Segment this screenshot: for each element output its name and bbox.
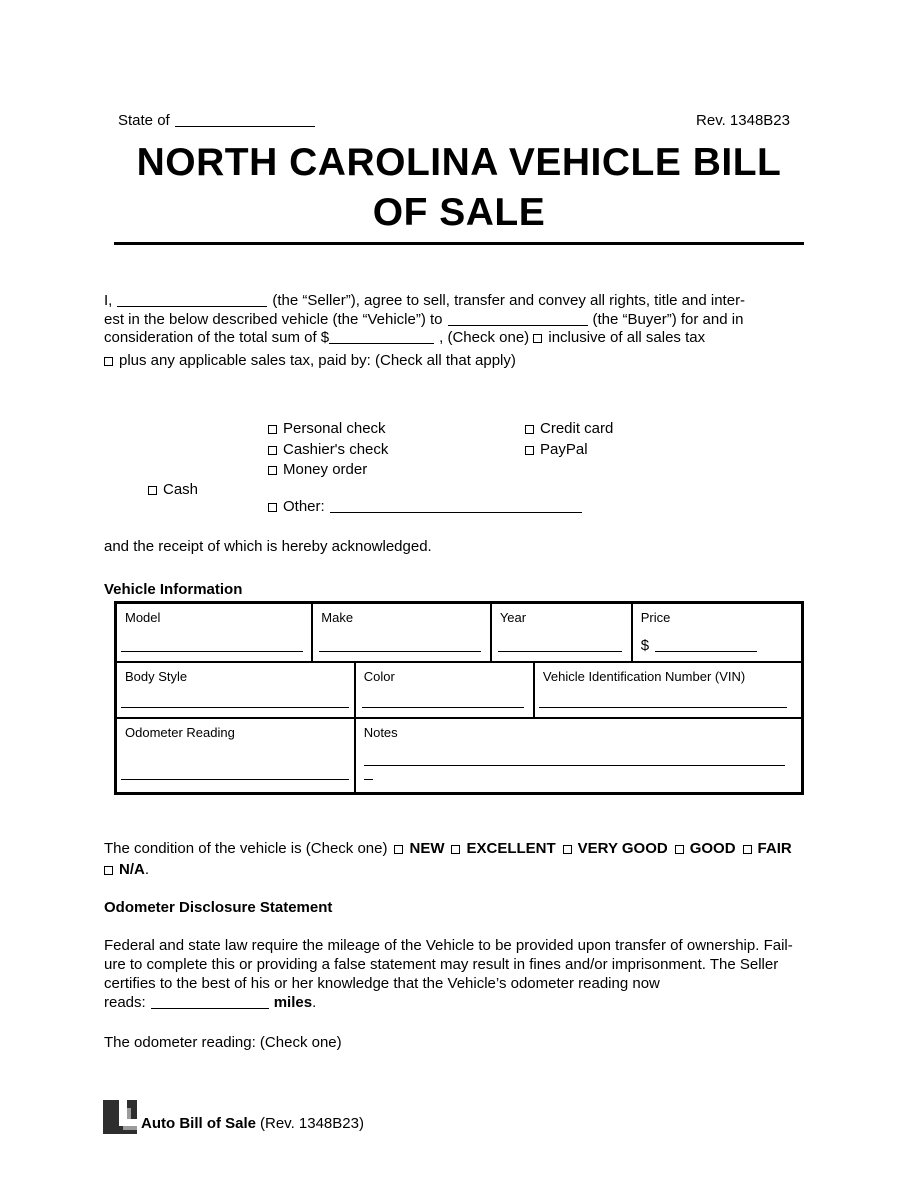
footer-brand-name: Auto Bill of Sale — [141, 1115, 257, 1132]
revision-label: Rev. 1348B23 — [696, 112, 790, 129]
condition-period: . — [144, 861, 150, 878]
intro-l1-post: (the “Seller”), agree to sell, transfer and convey all rights, title and inter- — [272, 292, 746, 309]
price-cell — [633, 604, 801, 661]
payment-option-cash — [148, 481, 198, 498]
notes-label: Notes — [363, 725, 398, 740]
checkbox-condition-very-good[interactable] — [563, 845, 572, 854]
footer-text — [141, 1115, 364, 1132]
checkbox-condition-excellent[interactable] — [451, 845, 460, 854]
intro-paragraph — [104, 292, 828, 371]
checkbox-personal-check[interactable] — [268, 425, 277, 434]
make-cell — [313, 604, 492, 661]
checkbox-condition-good[interactable] — [675, 845, 684, 854]
checkbox-condition-new[interactable] — [394, 845, 403, 854]
intro-line-4 — [104, 352, 828, 371]
make-blank[interactable] — [319, 651, 481, 652]
odometer-line-3: certifies to the best of his or her knowledge that the Vehicle’s odometer reading now — [104, 975, 660, 992]
price-blank[interactable] — [655, 651, 757, 652]
vin-cell — [535, 663, 801, 717]
vehicle-information-table — [114, 601, 804, 795]
body-style-cell — [117, 663, 356, 717]
plus-sales-tax-label: plus any applicable sales tax, paid by: (Check all that apply) — [119, 352, 516, 370]
other-payment-blank[interactable] — [330, 500, 582, 513]
condition-new-label: NEW — [409, 840, 445, 857]
total-sum-blank[interactable] — [329, 331, 434, 344]
footer-revision: (Rev. 1348B23) — [260, 1115, 364, 1132]
title-divider — [114, 242, 804, 245]
payment-option-credit-card — [525, 420, 613, 437]
condition-good-label: GOOD — [689, 840, 736, 857]
checkbox-other[interactable] — [268, 503, 277, 512]
odometer-blank[interactable] — [121, 779, 349, 780]
other-label: Other: — [283, 498, 325, 515]
legal-templates-logo-icon — [103, 1100, 137, 1134]
checkbox-money-order[interactable] — [268, 466, 277, 475]
year-blank[interactable] — [498, 651, 622, 652]
checkbox-condition-na[interactable] — [104, 866, 113, 875]
payment-methods-section — [104, 413, 814, 523]
year-cell — [492, 604, 633, 661]
intro-line-2 — [104, 311, 828, 330]
page-title — [114, 138, 804, 238]
checkbox-inclusive-sales-tax[interactable] — [533, 334, 542, 343]
model-blank[interactable] — [121, 651, 303, 652]
odometer-disclosure-heading: Odometer Disclosure Statement — [104, 899, 333, 916]
vin-blank[interactable] — [539, 707, 787, 708]
odometer-disclosure-paragraph — [104, 936, 828, 1012]
payment-option-personal-check — [268, 420, 386, 437]
miles-label: miles — [273, 994, 313, 1011]
price-label: Price — [640, 610, 671, 625]
vin-label: Vehicle Identification Number (VIN) — [542, 669, 746, 684]
year-label: Year — [499, 610, 527, 625]
price-dollar-sign: $ — [640, 637, 650, 654]
color-label: Color — [363, 669, 395, 684]
credit-card-label: Credit card — [540, 420, 614, 437]
intro-l1-pre: I, — [104, 292, 113, 309]
payment-option-other — [268, 498, 587, 515]
buyer-name-blank[interactable] — [448, 313, 588, 326]
body-style-blank[interactable] — [121, 707, 349, 708]
odometer-line-2: ure to complete this or providing a false statement may result in fines and/or imprisonment. The Seller — [104, 956, 779, 973]
paypal-label: PayPal — [540, 441, 588, 458]
condition-excellent-label: EXCELLENT — [466, 840, 556, 857]
seller-name-blank[interactable] — [117, 294, 267, 307]
table-row-2 — [117, 661, 801, 717]
checkbox-cashiers-check[interactable] — [268, 446, 277, 455]
checkbox-cash[interactable] — [148, 486, 157, 495]
condition-section — [104, 838, 828, 880]
odometer-reading-cell — [117, 719, 356, 792]
condition-fair-label: FAIR — [757, 840, 792, 857]
model-label: Model — [125, 610, 161, 625]
odometer-miles-blank[interactable] — [151, 996, 269, 1009]
intro-line-3 — [104, 329, 828, 348]
condition-very-good-label: VERY GOOD — [577, 840, 668, 857]
condition-line-2 — [104, 859, 828, 880]
make-label: Make — [321, 610, 354, 625]
body-style-label: Body Style — [125, 669, 188, 684]
page-title-line1: NORTH CAROLINA VEHICLE BILL — [136, 141, 782, 184]
inclusive-sales-tax-label: inclusive of all sales tax — [548, 329, 706, 347]
table-row-1 — [117, 604, 801, 661]
condition-line-1 — [104, 838, 828, 859]
payment-option-money-order — [268, 461, 367, 478]
cashiers-check-label: Cashier's check — [283, 441, 389, 458]
intro-l3-mid: , (Check one) — [439, 329, 534, 347]
reads-label: reads: — [104, 994, 146, 1011]
color-cell — [356, 663, 535, 717]
notes-cell — [356, 719, 801, 792]
miles-period: . — [312, 994, 317, 1011]
cash-label: Cash — [163, 481, 199, 498]
personal-check-label: Personal check — [283, 420, 386, 437]
odometer-reading-check-line: The odometer reading: (Check one) — [104, 1034, 342, 1051]
page-title-line2: OF SALE — [372, 191, 546, 234]
odometer-line-4 — [104, 993, 828, 1012]
checkbox-paypal[interactable] — [525, 446, 534, 455]
checkbox-condition-fair[interactable] — [743, 845, 752, 854]
checkbox-plus-sales-tax[interactable] — [104, 357, 113, 366]
intro-l2-pre: est in the below described vehicle (the “Vehicle”) to — [104, 310, 443, 328]
state-of-row — [118, 112, 320, 129]
intro-l2-post: (the “Buyer”) for and in — [592, 310, 744, 328]
condition-na-label: N/A — [119, 861, 145, 878]
footer-brand — [103, 1100, 364, 1134]
vehicle-information-heading: Vehicle Information — [104, 581, 243, 598]
receipt-acknowledged-line: and the receipt of which is hereby acknowledged. — [104, 538, 432, 555]
state-blank[interactable] — [175, 114, 315, 127]
odometer-reading-label: Odometer Reading — [125, 725, 235, 740]
intro-line-1 — [104, 292, 828, 311]
checkbox-credit-card[interactable] — [525, 425, 534, 434]
notes-blank-line2-stub[interactable] — [364, 779, 373, 780]
table-row-3 — [117, 717, 801, 792]
money-order-label: Money order — [283, 461, 368, 478]
state-of-label: State of — [118, 112, 170, 129]
odometer-line-1: Federal and state law require the mileage of the Vehicle to be provided upon transfer of ownership. Fail- — [104, 937, 793, 954]
color-blank[interactable] — [362, 707, 524, 708]
notes-blank-line1[interactable] — [364, 765, 785, 766]
intro-l3-pre: consideration of the total sum of $ — [104, 329, 330, 347]
payment-option-cashiers-check — [268, 441, 388, 458]
payment-option-paypal — [525, 441, 588, 458]
condition-lead: The condition of the vehicle is (Check one) — [104, 840, 388, 857]
model-cell — [117, 604, 313, 661]
